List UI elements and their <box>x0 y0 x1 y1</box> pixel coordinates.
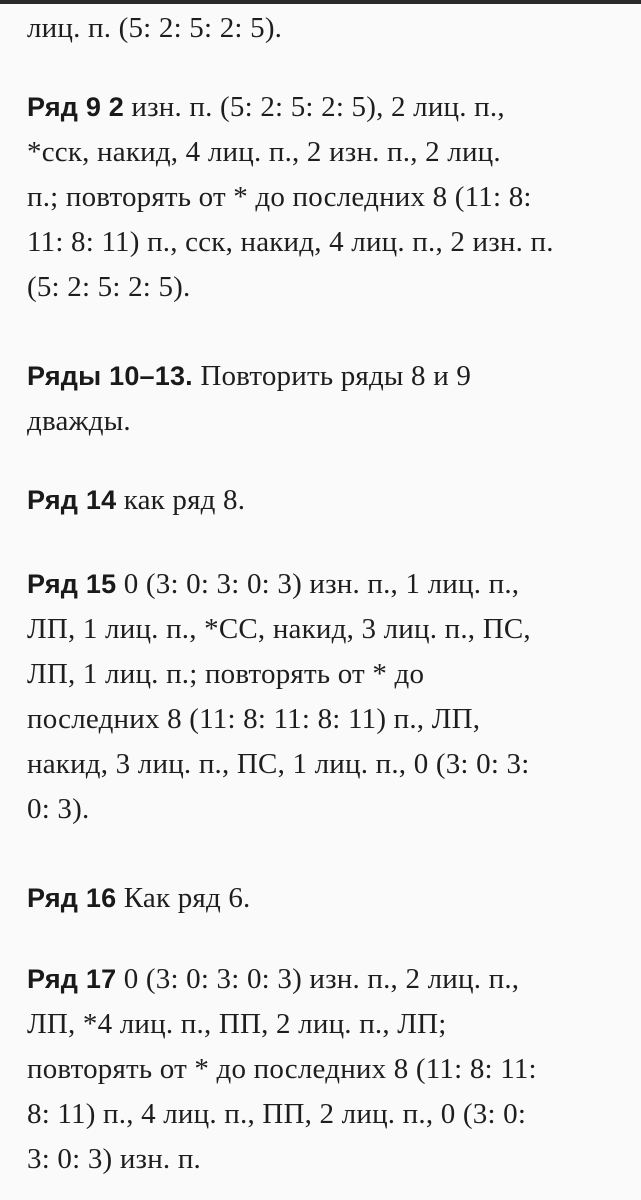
rows10-13-label: Ряды 10–13. <box>27 361 193 391</box>
row9-label: Ряд 9 2 <box>27 92 124 122</box>
row17-line2: ЛП, *4 лиц. п., ПП, 2 лиц. п., ЛП; <box>27 1008 447 1040</box>
row14-label: Ряд 14 <box>27 485 117 515</box>
row15-label: Ряд 15 <box>27 569 117 599</box>
row14-line1: Ряд 14 как ряд 8. <box>27 484 246 516</box>
row17-line5: 3: 0: 3) изн. п. <box>27 1143 201 1175</box>
row17-line4: 8: 11) п., 4 лиц. п., ПП, 2 лиц. п., 0 (3: 0: <box>27 1098 527 1130</box>
row15-line2: ЛП, 1 лиц. п., *СС, накид, 3 лиц. п., ПС, <box>27 613 531 645</box>
rows10-13-line2: дважды. <box>27 405 131 437</box>
row9-line5: (5: 2: 5: 2: 5). <box>27 271 191 303</box>
row16-line1: Ряд 16 Как ряд 6. <box>27 882 251 914</box>
row15-line5: накид, 3 лиц. п., ПС, 1 лиц. п., 0 (3: 0: 3: <box>27 748 530 780</box>
row15-line6: 0: 3). <box>27 793 90 825</box>
row9-line1: Ряд 9 2 изн. п. (5: 2: 5: 2: 5), 2 лиц. п., <box>27 91 505 123</box>
row15-line4: последних 8 (11: 8: 11: 8: 11) п., ЛП, <box>27 703 481 735</box>
row17-line1: Ряд 17 0 (3: 0: 3: 0: 3) изн. п., 2 лиц. п., <box>27 963 520 995</box>
row16-label: Ряд 16 <box>27 883 117 913</box>
para0-line1: лиц. п. (5: 2: 5: 2: 5). <box>27 12 283 44</box>
row15-line3: ЛП, 1 лиц. п.; повторять от * до <box>27 658 425 690</box>
article-page <box>0 4 641 1200</box>
row9-line4: 11: 8: 11) п., сск, накид, 4 лиц. п., 2 изн. п. <box>27 226 554 258</box>
row9-line2: *сск, накид, 4 лиц. п., 2 изн. п., 2 лиц. <box>27 136 501 168</box>
row9-line3: п.; повторять от * до последних 8 (11: 8: <box>27 181 532 213</box>
row15-line1: Ряд 15 0 (3: 0: 3: 0: 3) изн. п., 1 лиц. п., <box>27 568 520 600</box>
row17-line3: повторять от * до последних 8 (11: 8: 11: <box>27 1053 537 1085</box>
row17-label: Ряд 17 <box>27 964 117 994</box>
rows10-13-line1: Ряды 10–13. Повторить ряды 8 и 9 <box>27 360 472 392</box>
